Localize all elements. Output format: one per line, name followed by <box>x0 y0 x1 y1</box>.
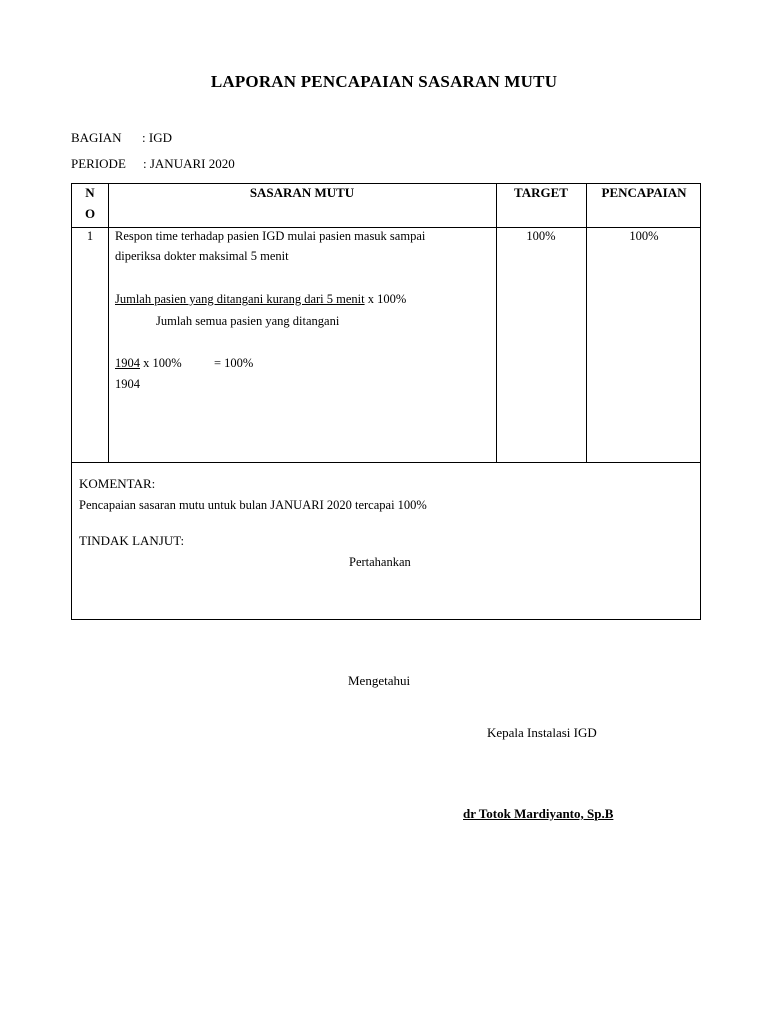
document-title: LAPORAN PENCAPAIAN SASARAN MUTU <box>210 72 558 91</box>
header-target: TARGET <box>514 185 568 200</box>
table-header-divider <box>72 227 700 228</box>
mengetahui-text: Mengetahui <box>348 673 411 688</box>
formula-denominator: Jumlah semua pasien yang ditangani <box>156 314 340 328</box>
calc-line <box>115 356 182 371</box>
header-sasaran-mutu: SASARAN MUTU <box>249 185 355 200</box>
periode-label: PERIODE <box>71 156 126 171</box>
header-no-line2: O <box>84 206 96 221</box>
formula-numerator: Jumlah pasien yang ditangani kurang dari 5 menit <box>115 292 365 306</box>
row-pencapaian: 100% <box>629 229 659 243</box>
row-target: 100% <box>526 229 556 243</box>
sasaran-mutu-table <box>71 183 701 463</box>
row-no: 1 <box>86 229 94 243</box>
formula-line <box>115 292 406 307</box>
table-col-divider <box>496 184 497 462</box>
periode-value: : JANUARI 2020 <box>143 156 235 171</box>
row-desc-line1: Respon time terhadap pasien IGD mulai pasien masuk sampai <box>115 229 426 243</box>
comment-box <box>71 462 701 620</box>
bagian-label: BAGIAN <box>71 130 122 145</box>
signatory-position: Kepala Instalasi IGD <box>487 725 597 740</box>
tindak-lanjut-label: TINDAK LANJUT: <box>79 533 185 548</box>
calc-times: x 100% <box>140 356 182 370</box>
formula-times: x 100% <box>364 292 407 306</box>
header-pencapaian: PENCAPAIAN <box>601 185 687 200</box>
calc-result: = 100% <box>214 356 254 370</box>
row-desc-line2: diperiksa dokter maksimal 5 menit <box>115 249 289 263</box>
signatory-name: dr Totok Mardiyanto, Sp.B <box>463 806 614 821</box>
calc-numerator: 1904 <box>115 356 140 370</box>
header-no-line1: N <box>85 185 95 200</box>
komentar-label: KOMENTAR: <box>79 476 156 491</box>
komentar-text: Pencapaian sasaran mutu untuk bulan JANUARI 2020 tercapai 100% <box>79 498 427 512</box>
calc-denominator: 1904 <box>115 377 140 391</box>
tindak-lanjut-text: Pertahankan <box>349 555 411 569</box>
table-col-divider <box>586 184 587 462</box>
table-col-divider <box>108 184 109 462</box>
bagian-value: : IGD <box>142 130 172 145</box>
